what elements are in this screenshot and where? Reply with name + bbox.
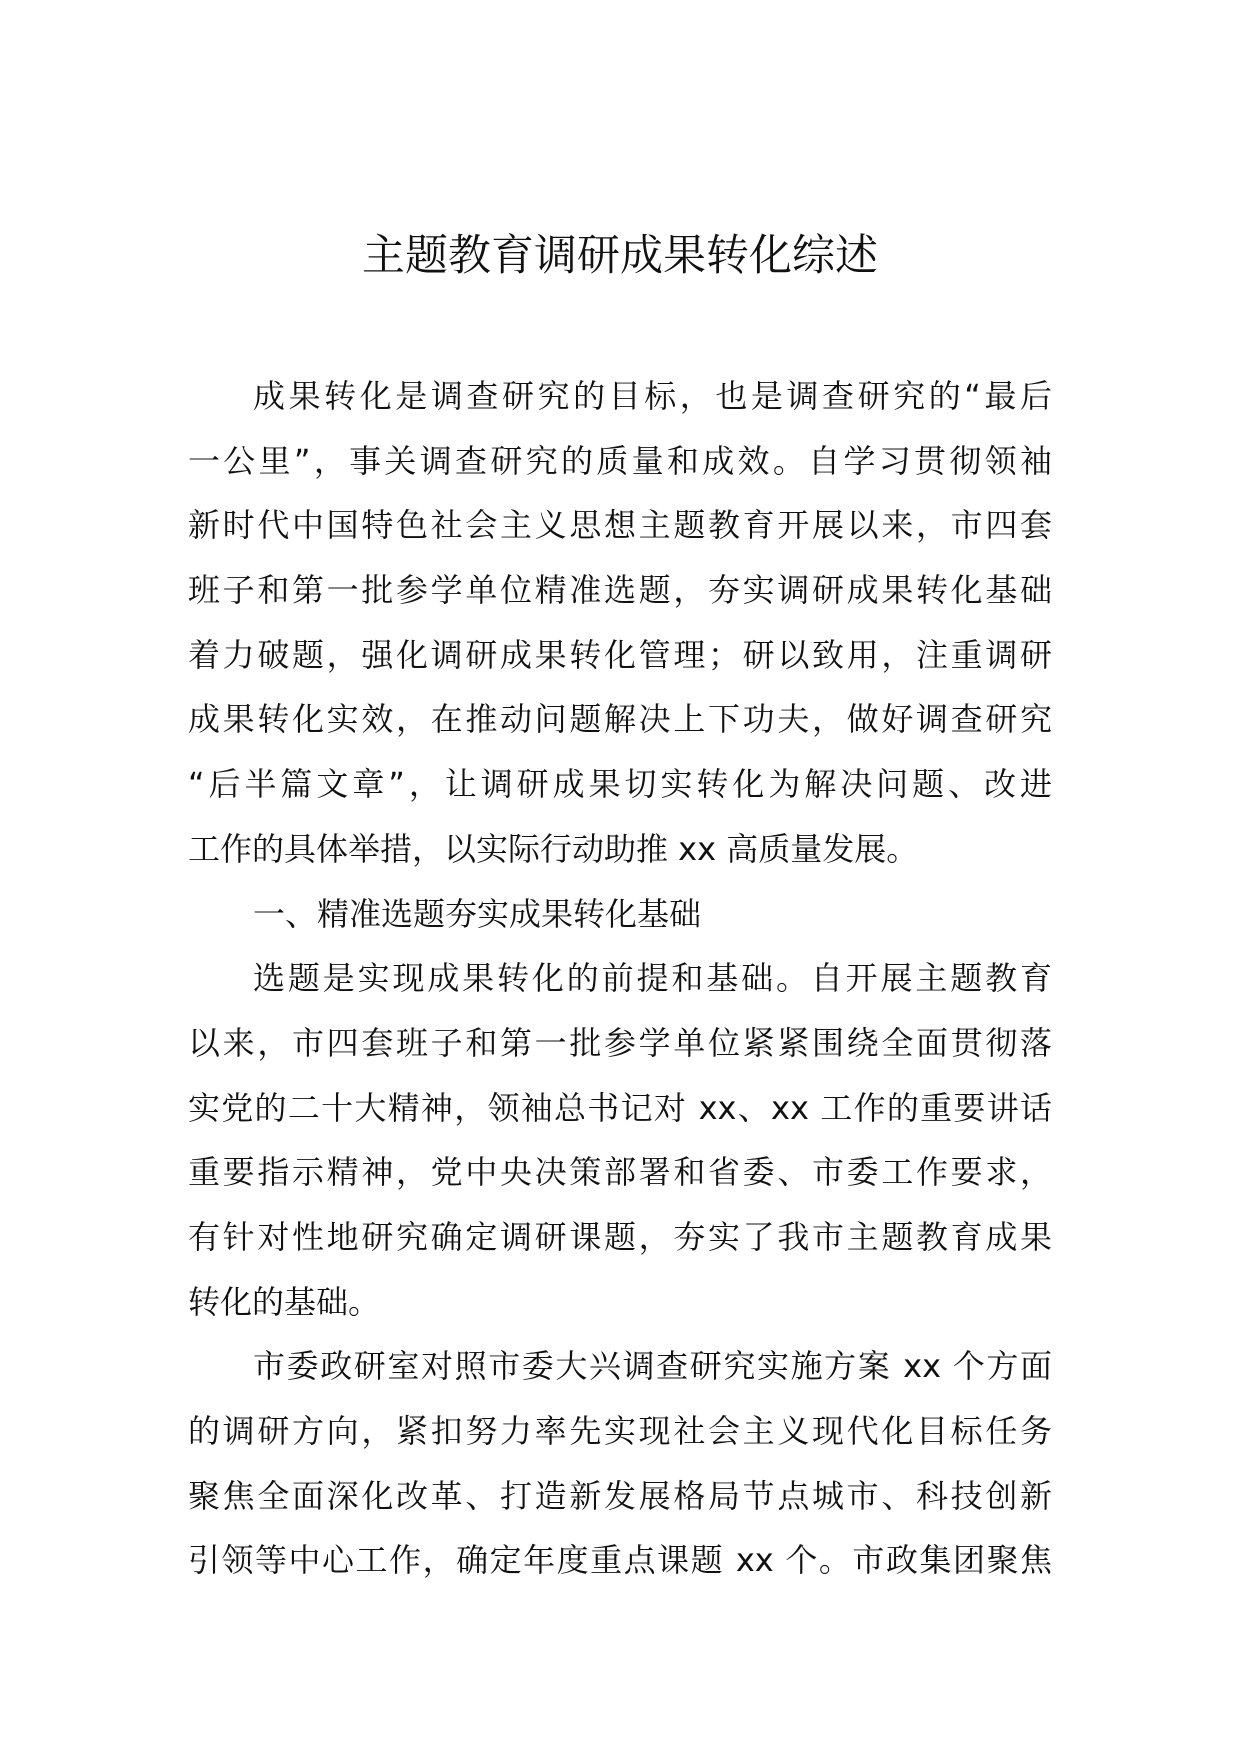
paragraph-line: 一公里”，事关调查研究的质量和成效。自学习贯彻领袖 [188, 441, 1052, 480]
paragraph-line: “后半篇文章”，让调研成果切实转化为解决问题、改进 [188, 765, 1052, 804]
section-heading: 一、精准选题夯实成果转化基础 [253, 894, 702, 933]
paragraph-line: 市委政研室对照市委大兴调查研究实施方案 xx 个方面 [253, 1347, 1052, 1386]
paragraph-line: 聚焦全面深化改革、打造新发展格局节点城市、科技创新 [188, 1476, 1052, 1515]
paragraph-line: 引领等中心工作，确定年度重点课题 xx 个。市政集团聚焦 [188, 1541, 1052, 1580]
document-body [188, 364, 1052, 1593]
paragraph-line: 班子和第一批参学单位精准选题，夯实调研成果转化基础 [188, 571, 1052, 610]
paragraph-line: 成果转化实效，在推动问题解决上下功夫，做好调查研究 [188, 700, 1052, 739]
paragraph-line: 的调研方向，紧扣努力率先实现社会主义现代化目标任务 [188, 1412, 1052, 1450]
paragraph-line: 工作的具体举措，以实际行动助推 xx 高质量发展。 [188, 829, 919, 868]
paragraph-line: 以来，市四套班子和第一批参学单位紧紧围绕全面贯彻落 [188, 1023, 1052, 1062]
paragraph-line: 重要指示精神，党中央决策部署和省委、市委工作要求， [188, 1153, 1052, 1192]
paragraph-line: 成果转化是调查研究的目标，也是调查研究的“最后 [253, 377, 1052, 415]
paragraph-line: 新时代中国特色社会主义思想主题教育开展以来，市四套 [188, 506, 1052, 545]
paragraph-line: 有针对性地研究确定调研课题，夯实了我市主题教育成果 [188, 1217, 1052, 1256]
paragraph-line: 转化的基础。 [188, 1282, 381, 1321]
document-title: 主题教育调研成果转化综述 [362, 231, 878, 281]
paragraph-line: 实党的二十大精神，领袖总书记对 xx、xx 工作的重要讲话 [188, 1088, 1052, 1127]
paragraph-line: 选题是实现成果转化的前提和基础。自开展主题教育 [253, 959, 1052, 998]
paragraph-line: 着力破题，强化调研成果转化管理；研以致用，注重调研 [188, 635, 1052, 674]
